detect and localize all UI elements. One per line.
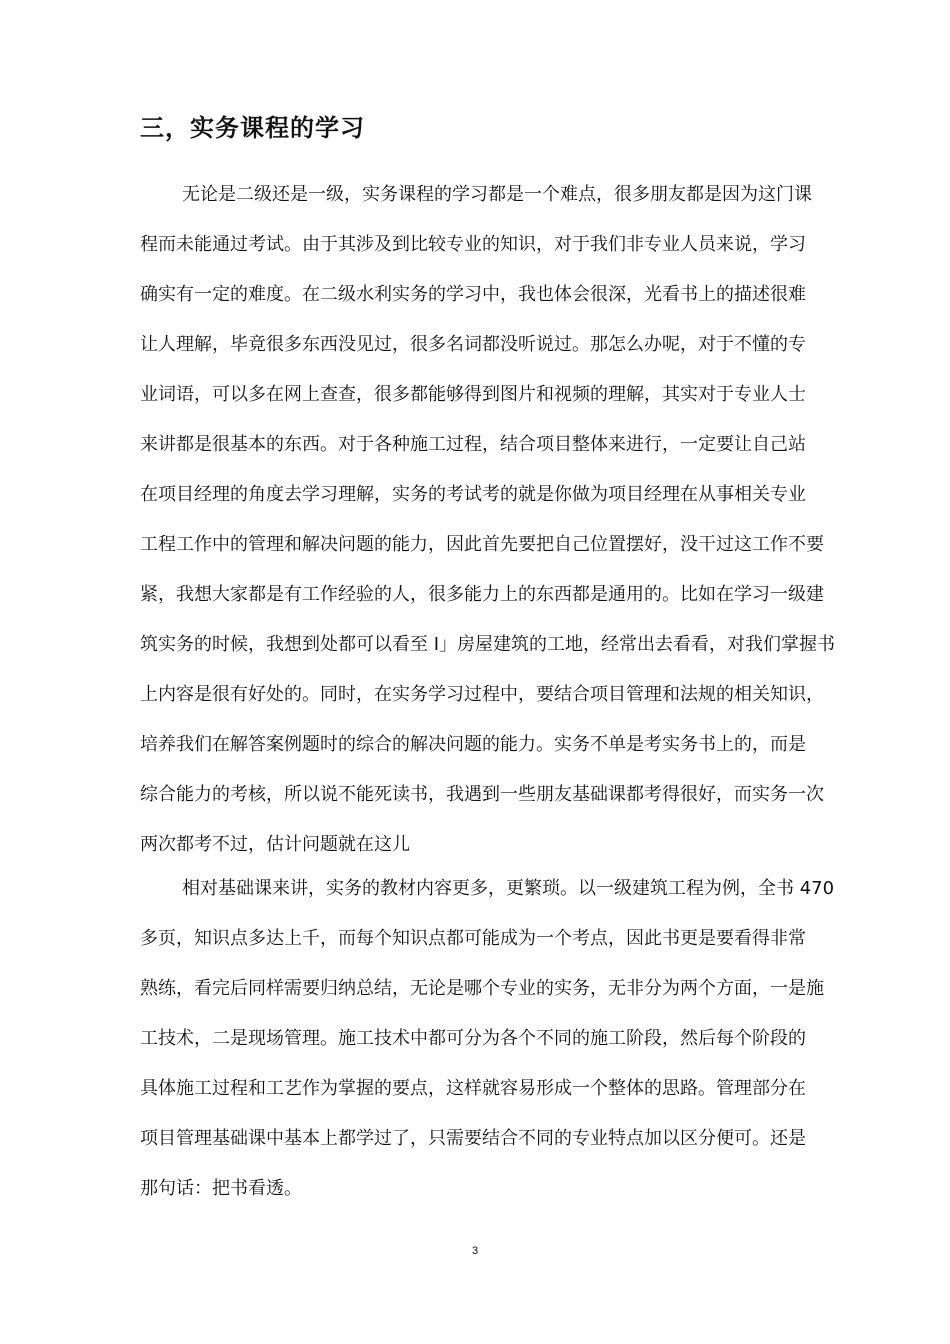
paragraph-1-line: 筑实务的时候，我想到处都可以看至 I」房屋建筑的工地，经常出去看看，对我们掌握书 bbox=[140, 634, 836, 655]
paragraph-2-line: 项目管理基础课中基本上都学过了，只需要结合不同的专业特点加以区分便可。还是 bbox=[140, 1128, 806, 1149]
paragraph-2-line: 多页，知识点多达上千，而每个知识点都可能成为一个考点，因此书更是要看得非常 bbox=[140, 928, 806, 949]
page-number: 3 bbox=[471, 1245, 479, 1257]
paragraph-1-line: 综合能力的考核，所以说不能死读书，我遇到一些朋友基础课都考得很好，而实务一次 bbox=[140, 784, 824, 805]
paragraph-2-line: 熟练，看完后同样需要归纳总结，无论是哪个专业的实务，无非分为两个方面，一是施 bbox=[140, 978, 824, 999]
paragraph-1-line: 无论是二级还是一级，实务课程的学习都是一个难点，很多朋友都是因为这门课 bbox=[182, 184, 812, 205]
paragraph-1 bbox=[140, 178, 836, 878]
paragraph-1-line: 上内容是很有好处的。同时，在实务学习过程中，要结合项目管理和法规的相关知识， bbox=[140, 684, 824, 705]
paragraph-1-line: 来讲都是很基本的东西。对于各种施工过程，结合项目整体来进行，一定要让自己站 bbox=[140, 434, 806, 455]
paragraph-2-line: 相对基础课来讲，实务的教材内容更多，更繁琐。以一级建筑工程为例，全书 470 bbox=[182, 878, 835, 899]
paragraph-1-line: 程而未能通过考试。由于其涉及到比较专业的知识，对于我们非专业人员来说，学习 bbox=[140, 234, 806, 255]
paragraph-1-line: 确实有一定的难度。在二级水利实务的学习中，我也体会很深，光看书上的描述很难 bbox=[140, 284, 806, 305]
paragraph-2 bbox=[140, 872, 835, 1222]
paragraph-1-line: 在项目经理的角度去学习理解，实务的考试考的就是你做为项目经理在从事相关专业 bbox=[140, 484, 806, 505]
paragraph-1-line: 工程工作中的管理和解决问题的能力，因此首先要把自己位置摆好，没干过这工作不要 bbox=[140, 534, 824, 555]
paragraph-2-line: 那句话：把书看透。 bbox=[140, 1178, 302, 1199]
paragraph-1-line: 让人理解，毕竟很多东西没见过，很多名词都没听说过。那怎么办呢，对于不懂的专 bbox=[140, 334, 806, 355]
paragraph-1-line: 两次都考不过，估计问题就在这儿 bbox=[140, 834, 410, 855]
paragraph-1-line: 培养我们在解答案例题时的综合的解决问题的能力。实务不单是考实务书上的，而是 bbox=[140, 734, 806, 755]
paragraph-1-line: 紧，我想大家都是有工作经验的人，很多能力上的东西都是通用的。比如在学习一级建 bbox=[140, 584, 824, 605]
paragraph-2-line: 工技术，二是现场管理。施工技术中都可分为各个不同的施工阶段，然后每个阶段的 bbox=[140, 1028, 806, 1049]
section-heading: 三，实务课程的学习 bbox=[140, 114, 365, 142]
paragraph-1-line: 业词语，可以多在网上查查，很多都能够得到图片和视频的理解，其实对于专业人士 bbox=[140, 384, 806, 405]
paragraph-2-line: 具体施工过程和工艺作为掌握的要点，这样就容易形成一个整体的思路。管理部分在 bbox=[140, 1078, 806, 1099]
